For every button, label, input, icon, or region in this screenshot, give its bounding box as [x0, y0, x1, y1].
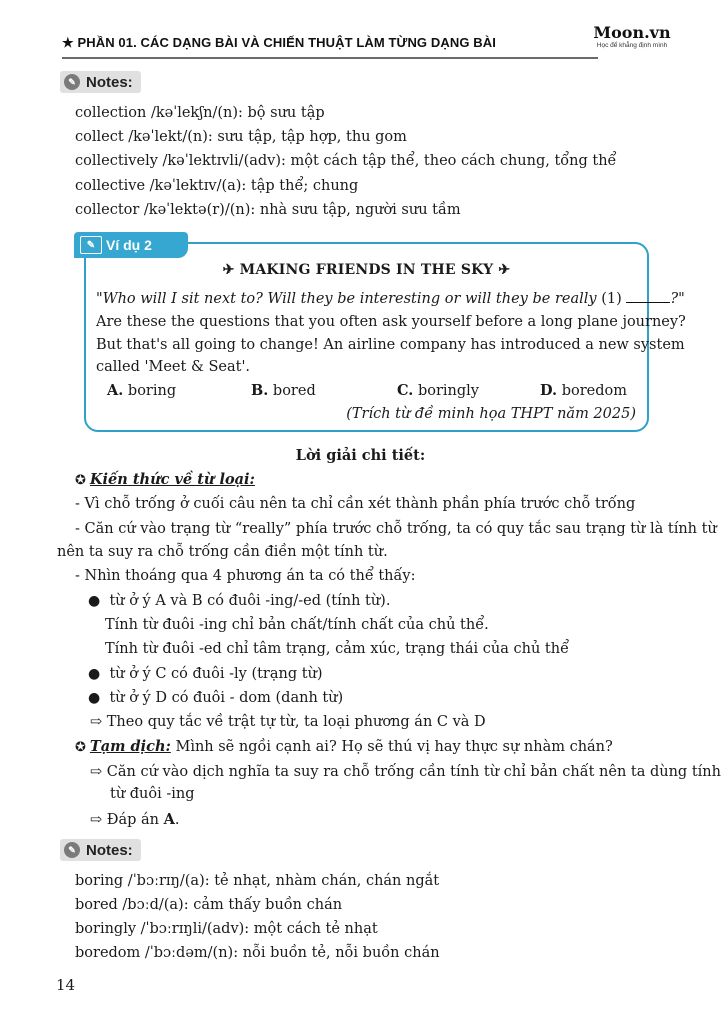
logo: [592, 24, 672, 49]
notes-item: collectively /kəˈlektɪvli/(adv): một cách tập thể, theo cách chung, tổng thể: [75, 153, 617, 169]
solution-paragraph: - Nhìn thoáng qua 4 phương án ta có thể thấy:: [75, 568, 416, 584]
answer-suffix: .: [174, 812, 180, 828]
notes-icon: ✎: [64, 842, 80, 858]
arrow-right-icon: ⇨: [90, 764, 103, 780]
answer-letter: A: [163, 811, 175, 828]
answer-blank: [626, 290, 670, 303]
notes-item: boredom /ˈbɔːdəm/(n): nỗi buồn tẻ, nỗi buồn chán: [75, 945, 440, 961]
bullet-item: [88, 688, 343, 708]
example-source: (Trích từ đề minh họa THPT năm 2025): [346, 406, 636, 422]
bullet-subline: Tính từ đuôi -ing chỉ bản chất/tính chất của chủ thể.: [105, 617, 489, 633]
notes-item: collect /kəˈlekt/(n): sưu tập, tập hợp, thu gom: [75, 129, 407, 145]
page-header: [0, 0, 721, 60]
bullet-dot-icon: ●: [88, 666, 101, 682]
notes-item: boringly /ˈbɔːrɪŋli/(adv): một cách tẻ nhạt: [75, 921, 378, 937]
example-quote-end: ?": [670, 291, 685, 307]
example-title: ✈ MAKING FRIENDS IN THE SKY ✈: [222, 262, 511, 278]
example-tab-label: Ví dụ 2: [106, 237, 152, 253]
header-title: ★ PHẦN 01. CÁC DẠNG BÀI VÀ CHIẾN THUẬT LÀM TỪNG DẠNG BÀI: [62, 35, 496, 50]
notes-item: boring /ˈbɔːrɪŋ/(a): tẻ nhạt, nhàm chán, chán ngắt: [75, 873, 440, 889]
arrow-text: Căn cứ vào dịch nghĩa ta suy ra chỗ trống cần tính từ chỉ bản chất nên ta dùng tính: [106, 764, 721, 780]
translation-text: Mình sẽ ngồi cạnh ai? Họ sẽ thú vị hay thực sự nhàm chán?: [175, 739, 613, 755]
arrow-right-icon: ⇨: [90, 812, 103, 828]
bullet-subline: Tính từ đuôi -ed chỉ tâm trạng, cảm xúc, trạng thái của chủ thể: [105, 641, 569, 657]
notes-label: [60, 839, 141, 861]
notes-label-text: Notes:: [86, 841, 133, 859]
example-quote: "Who will I sit next to? Will they be interesting or will they be really: [96, 291, 597, 307]
option-letter: B.: [251, 382, 269, 399]
logo-tagline: Học để khẳng định mình: [596, 42, 668, 49]
notes-label-text: Notes:: [86, 73, 133, 91]
solution-paragraph: - Vì chỗ trống ở cuối câu nên ta chỉ cần xét thành phần phía trước chỗ trống: [75, 496, 636, 512]
bullet-text: từ ở ý C có đuôi -ly (trạng từ): [109, 666, 323, 682]
option-letter: C.: [397, 382, 414, 399]
example-tab: [74, 232, 188, 258]
notes-item: collector /kəˈlektə(r)/(n): nhà sưu tập, người sưu tầm: [75, 202, 461, 218]
bullet-text: từ ở ý A và B có đuôi -ing/-ed (tính từ).: [109, 593, 391, 609]
blank-number: (1): [601, 291, 622, 307]
option-text: boring: [127, 383, 177, 399]
bullet-dot-icon: ●: [88, 593, 101, 609]
notes-label: [60, 71, 141, 93]
knowledge-heading: [75, 470, 255, 491]
bullet-item: [88, 591, 390, 611]
star-bullet-icon: ✪: [75, 473, 86, 488]
option-letter: A.: [107, 382, 124, 399]
page-number: 14: [56, 976, 76, 994]
solution-paragraph: nên ta suy ra chỗ trống cần điền một tính từ.: [57, 544, 388, 560]
example-line: called 'Meet & Seat'.: [96, 359, 251, 375]
example-line: Are these the questions that you often ask yourself before a long plane journey?: [96, 314, 686, 330]
logo-text: Moon.vn: [593, 23, 671, 42]
option-b: [251, 382, 316, 399]
header-divider: [62, 57, 598, 59]
notes-item: bored /bɔːd/(a): cảm thấy buồn chán: [75, 897, 343, 913]
arrow-continuation: từ đuôi -ing: [110, 786, 195, 802]
knowledge-heading-text: Kiến thức về từ loại:: [89, 471, 255, 488]
option-text: boredom: [561, 383, 628, 399]
notes-item: collective /kəˈlektɪv/(a): tập thể; chung: [75, 178, 359, 194]
star-bullet-icon: ✪: [75, 740, 86, 755]
arrow-text: Theo quy tắc về trật tự từ, ta loại phương án C và D: [106, 714, 486, 730]
solution-paragraph: - Căn cứ vào trạng từ “really” phía trước chỗ trống, ta có quy tắc sau trạng từ là tính từ: [75, 521, 717, 537]
bullet-text: từ ở ý D có đuôi - dom (danh từ): [109, 690, 344, 706]
pencil-note-icon: ✎: [80, 236, 102, 254]
arrow-line: [90, 712, 486, 732]
bullet-dot-icon: ●: [88, 690, 101, 706]
option-text: boringly: [417, 383, 479, 399]
bullet-item: [88, 664, 323, 684]
option-d: [540, 382, 627, 399]
notes-icon: ✎: [64, 74, 80, 90]
answer-line: [90, 810, 179, 830]
option-text: bored: [272, 383, 316, 399]
translation-heading: Tạm dịch:: [89, 738, 171, 755]
option-letter: D.: [540, 382, 558, 399]
option-c: [397, 382, 479, 399]
option-a: [107, 382, 176, 399]
solution-heading: Lời giải chi tiết:: [295, 447, 426, 464]
arrow-right-icon: ⇨: [90, 714, 103, 730]
notes-item: collection /kəˈlekʃn/(n): bộ sưu tập: [75, 105, 325, 121]
arrow-line: [90, 762, 721, 782]
translation-line: [75, 737, 613, 758]
example-line: But that's all going to change! An airline company has introduced a new system: [96, 337, 685, 353]
example-line: [96, 289, 685, 309]
answer-prefix: Đáp án: [106, 812, 159, 828]
